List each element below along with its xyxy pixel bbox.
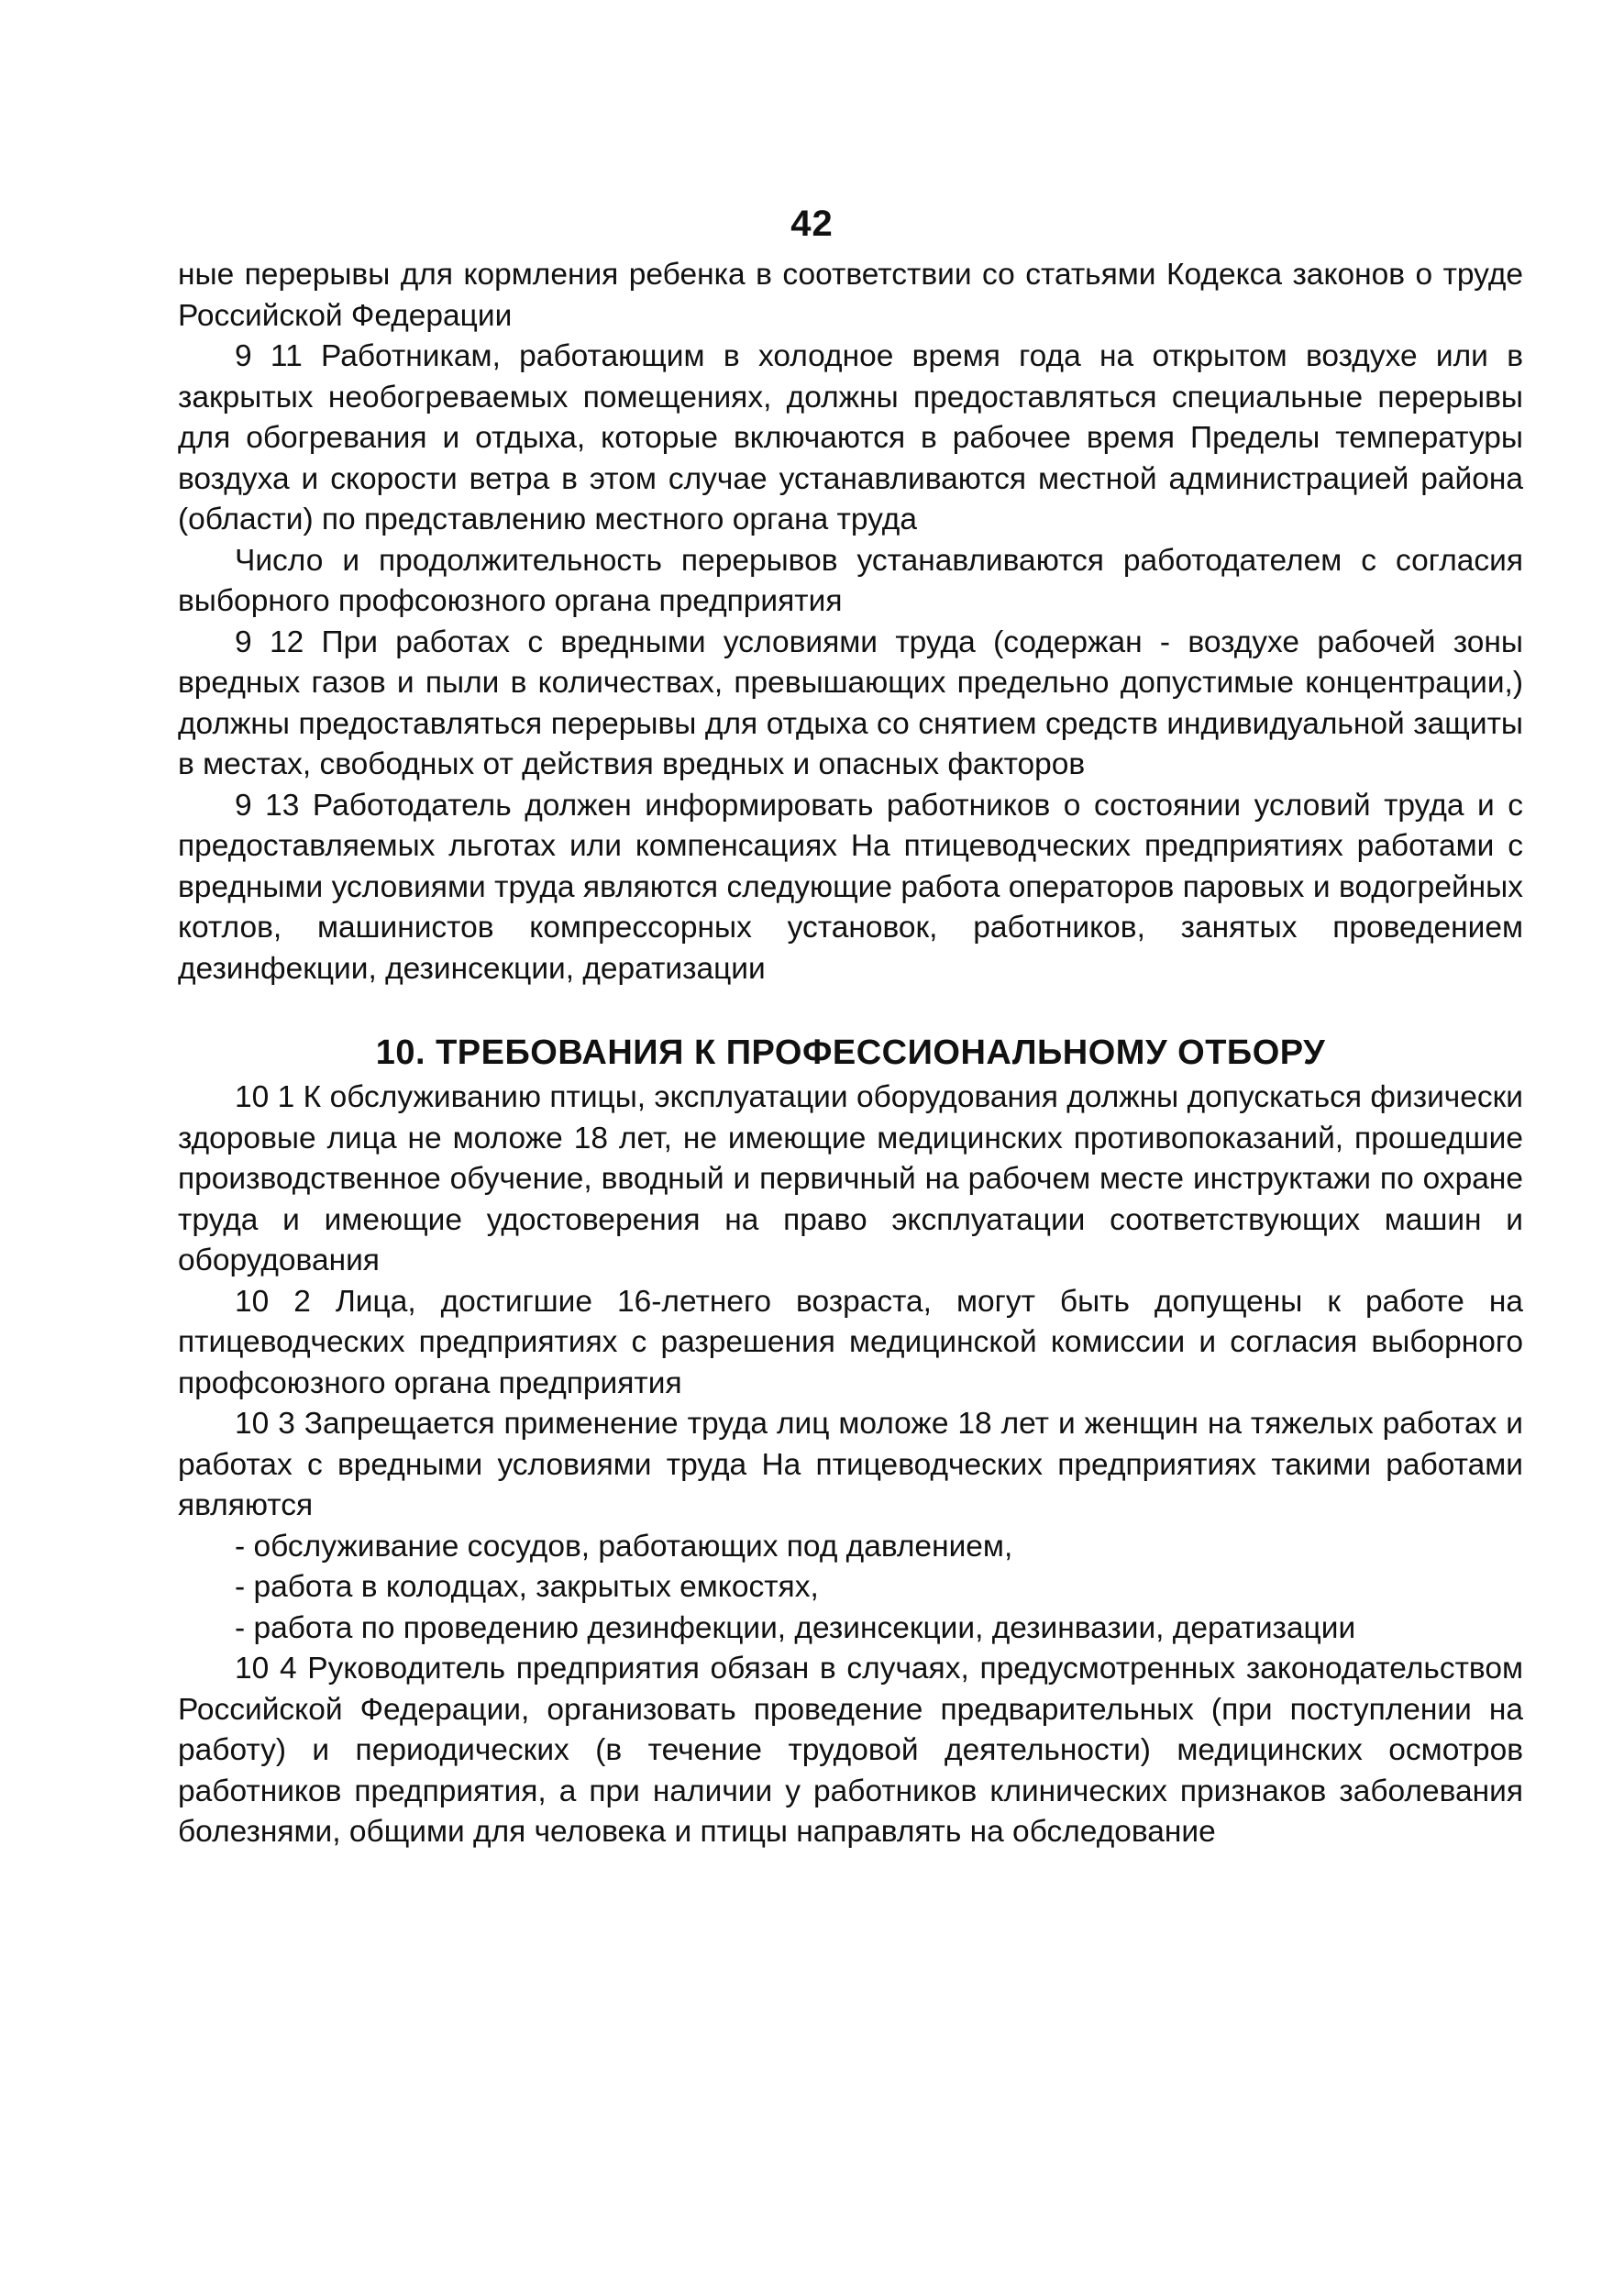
paragraph-10-4: 10 4 Руководитель предприятия обязан в случаях, предусмотренных законодательством Российской Федерации, организовать проведение предварительных (при поступлении на работу) и периодических (в течение трудовой деятельности) медицинских осмотров работников предприятия, а при наличии у работников клинических признаков заболевания болезнями, общими для человека и птицы направлять на обследование xyxy=(178,1652,1523,1849)
paragraph-breaks-count: Число и продолжительность перерывов устанавливаются работодателем с согласия выборного профсоюзного органа предприятия xyxy=(178,543,1523,618)
page-content xyxy=(178,255,1523,1853)
list-item: - работа в колодцах, закрытых емкостях, xyxy=(235,1570,819,1604)
list-item: - работа по проведению дезинфекции, дезинсекции, дезинвазии, дератизации xyxy=(235,1610,1356,1645)
paragraph-9-11: 9 11 Работникам, работающим в холодное время года на открытом воздухе или в закрытых необогреваемых помещениях, должны предоставляться специальные перерывы для обогревания и отдыха, которые включаются в рабочее время Пределы температуры воздуха и скорости ветра в этом случае устанавливаются местной администрацией района (области) по представлению местного органа труда xyxy=(178,339,1523,536)
paragraph-9-12: 9 12 При работах с вредными условиями труда (содержан - воздухе рабочей зоны вредных газов и пыли в количествах, превышающих предельно допустимые концентрации,) должны предоставляться перерывы для отдыха со снятием средств индивидуальной защиты в местах, свободных от действия вредных и опасных факторов xyxy=(178,625,1523,781)
paragraph-10-3: 10 3 Запрещается применение труда лиц моложе 18 лет и женщин на тяжелых работах и работах с вредными условиями труда На птицеводческих предприятиях такими работами являются xyxy=(178,1407,1523,1522)
section-heading: 10. ТРЕБОВАНИЯ К ПРОФЕССИОНАЛЬНОМУ ОТБОРУ xyxy=(375,1033,1326,1072)
list-item: - обслуживание сосудов, работающих под давлением, xyxy=(235,1529,1013,1564)
paragraph-continuation: ные перерывы для кормления ребенка в соответствии со статьями Кодекса законов о труде Российской Федерации xyxy=(178,258,1523,333)
page-number: 42 xyxy=(790,204,834,244)
paragraph-10-1: 10 1 К обслуживанию птицы, эксплуатации оборудования должны допускаться физически здоровые лица не моложе 18 лет, не имеющие медицинских противопоказаний, прошедшие производственное обучение, вводный и первичный на рабочем месте инструктажи по охране труда и имеющие удостоверения на право эксплуатации соответствующих машин и оборудования xyxy=(178,1080,1523,1277)
paragraph-10-2: 10 2 Лица, достигшие 16-летнего возраста, могут быть допущены к работе на птицеводческих предприятиях с разрешения медицинской комиссии и согласия выборного профсоюзного органа предприятия xyxy=(178,1284,1523,1400)
paragraph-9-13: 9 13 Работодатель должен информировать работников о состоянии условий труда и с предоставляемых льготах или компенсациях На птицеводческих предприятиях работами с вредными условиями труда являются следующие работа операторов паровых и водогрейных котлов, машинистов компрессорных установок, работников, занятых проведением дезинфекции, дезинсекции, дератизации xyxy=(178,788,1523,986)
